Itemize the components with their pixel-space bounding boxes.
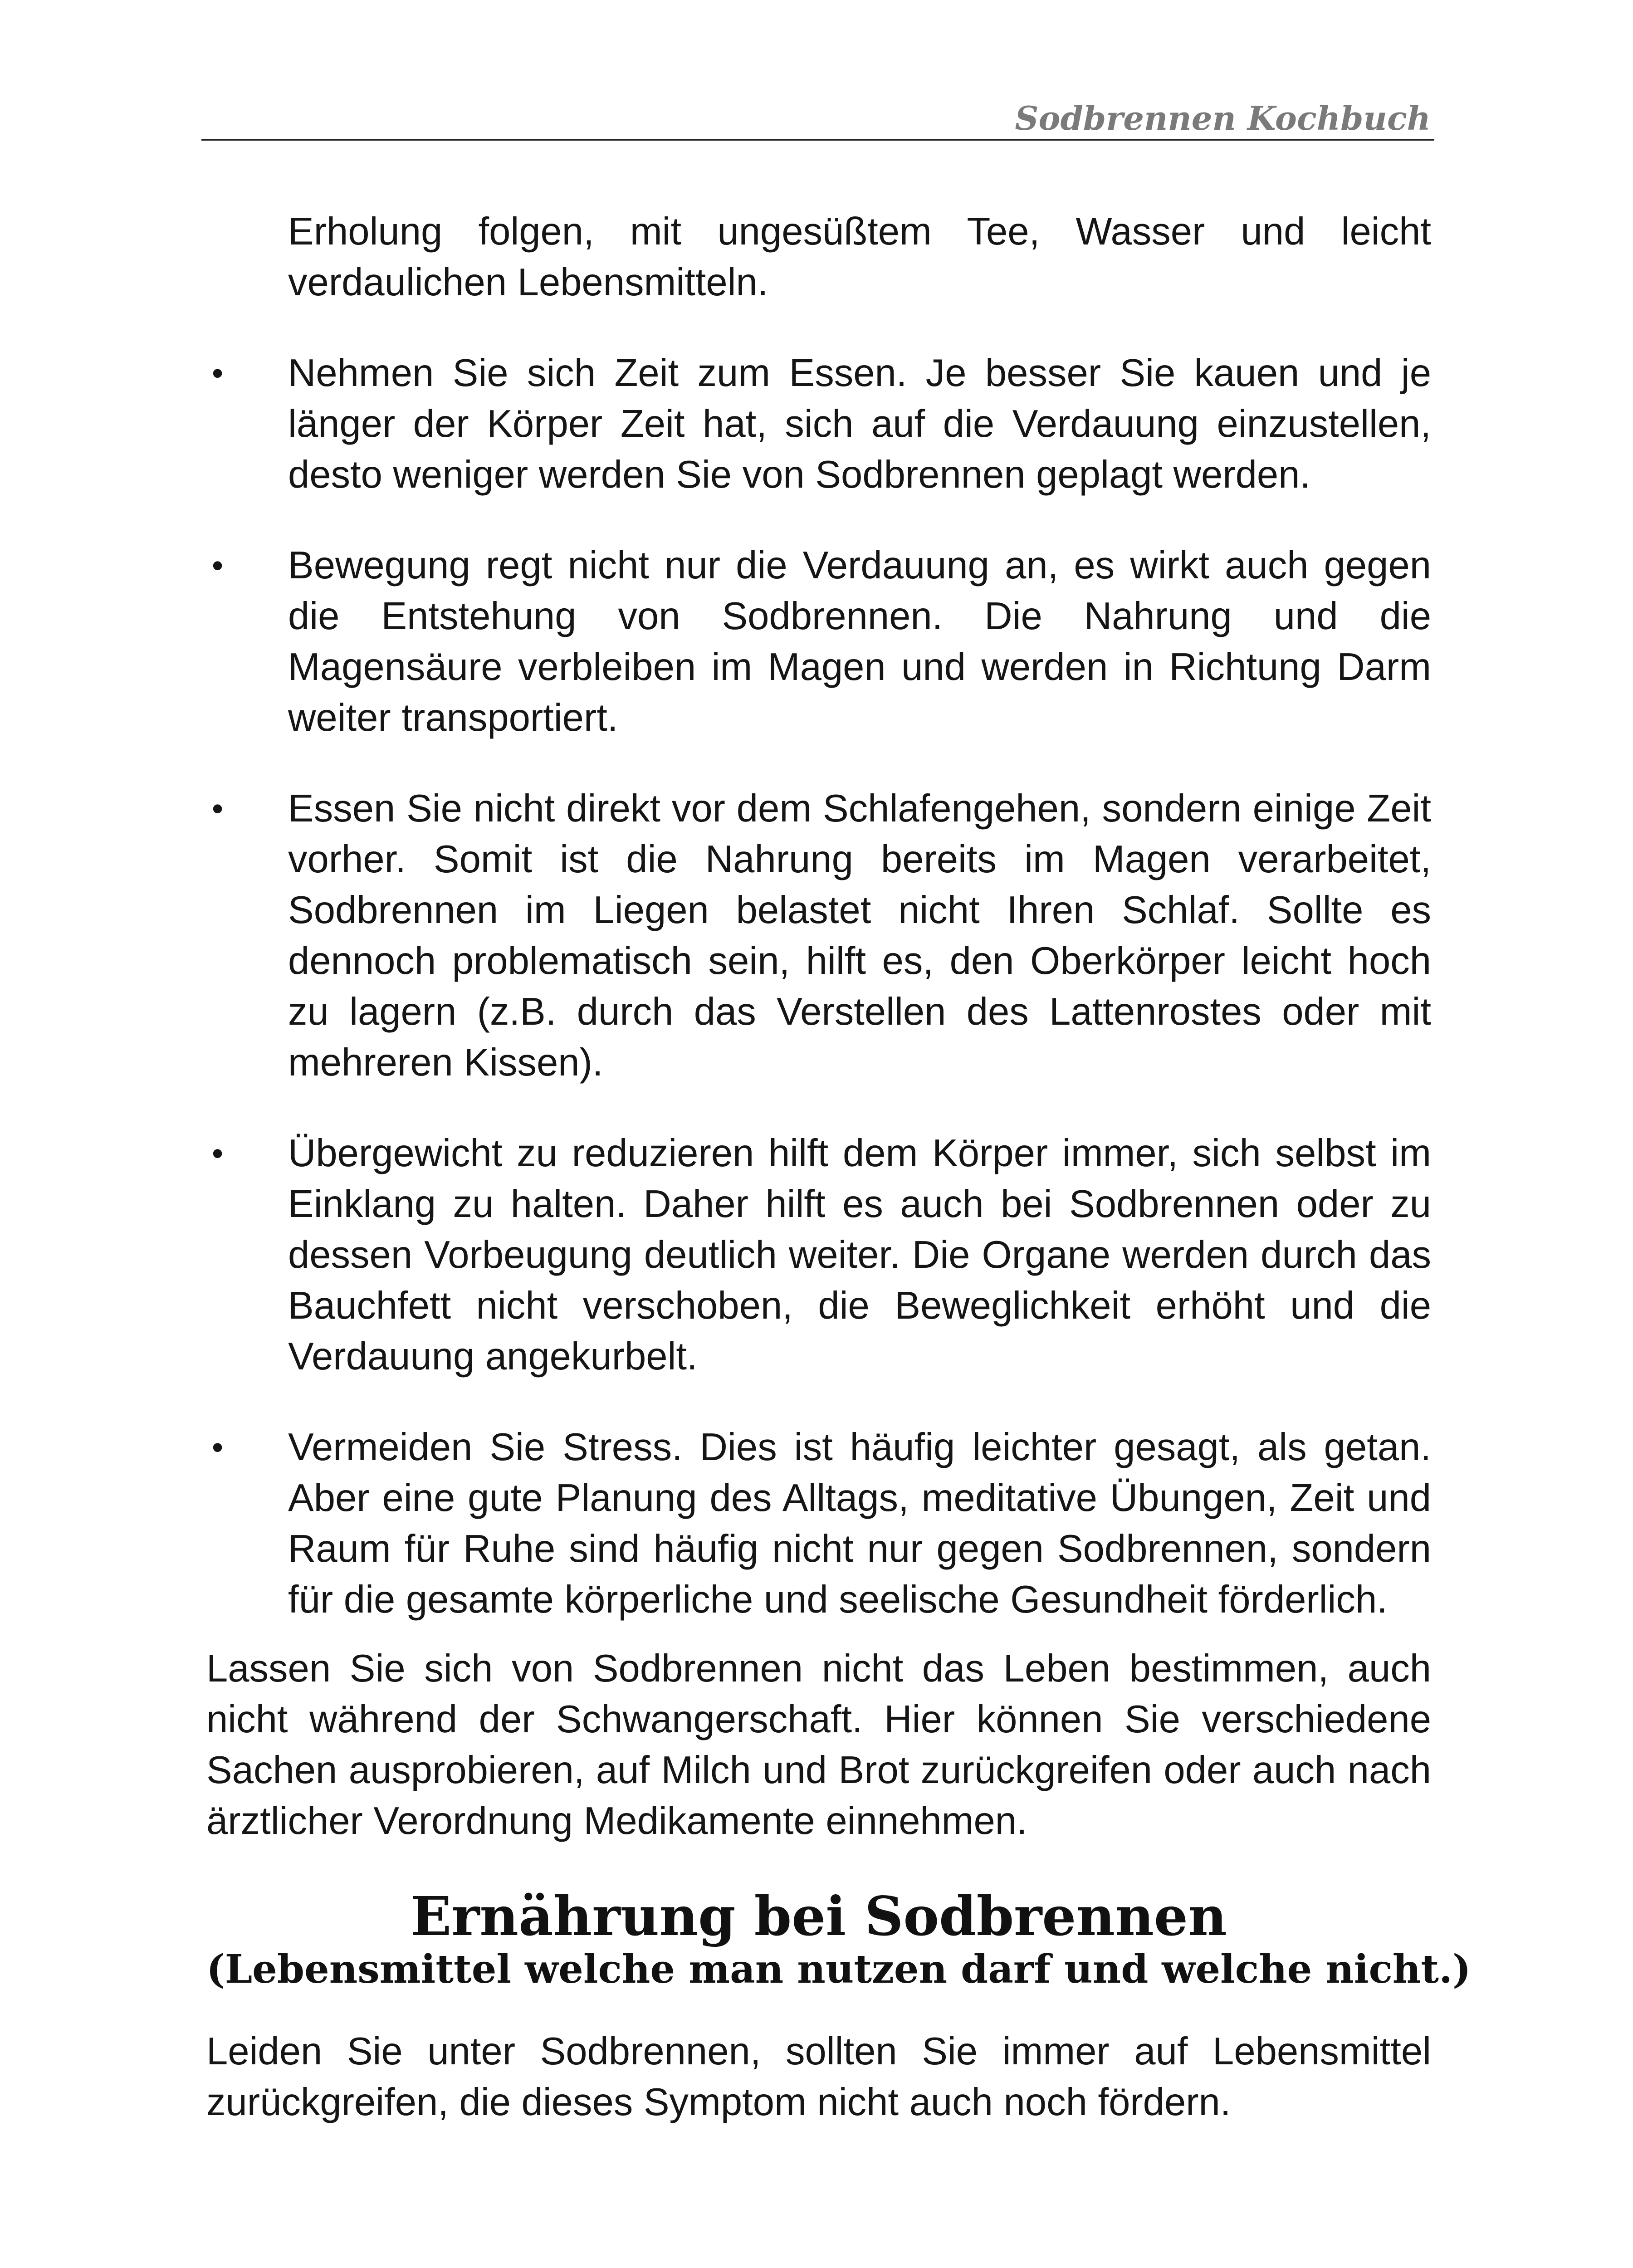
list-item-text: Essen Sie nicht direkt vor dem Schlafengehen, sondern einige Zeit vorher. Somit ist die Nahrung bereits im Magen verarbeitet, Sodbrennen im Liegen belastet nicht Ihren Schlaf. Sollte es dennoch problematisch sein, hilft es, den Oberkörper leicht hoch zu lagern (z.B. durch das Verstellen des Lattenrostes oder mit mehreren Kissen). <box>288 787 1431 1084</box>
list-item <box>206 1128 1431 1382</box>
list-item-text: Nehmen Sie sich Zeit zum Essen. Je besser Sie kauen und je länger der Körper Zeit hat, sich auf die Verdauung einzustellen, desto weniger werden Sie von Sodbrennen geplagt werden. <box>288 352 1431 496</box>
list-item <box>206 783 1431 1088</box>
tips-list <box>206 348 1431 1625</box>
list-item-text: Bewegung regt nicht nur die Verdauung an, es wirkt auch gegen die Entstehung von Sodbrennen. Die Nahrung und die Magensäure verbleiben im Magen und werden in Richtung Darm weiter transportiert. <box>288 544 1431 739</box>
bullet-icon: • <box>212 1429 224 1466</box>
section-paragraph: Leiden Sie unter Sodbrennen, sollten Sie immer auf Lebensmittel zurückgreifen, die dieses Symptom nicht auch noch fördern. <box>206 2030 1431 2124</box>
list-item-text: Vermeiden Sie Stress. Dies ist häufig leichter gesagt, als getan. Aber eine gute Planung des Alltags, meditative Übungen, Zeit und Raum für Ruhe sind häufig nicht nur gegen Sodbrennen, sondern für die gesamte körperliche und seelische Gesundheit förderlich. <box>288 1426 1431 1621</box>
intro-continuation: Erholung folgen, mit ungesüßtem Tee, Wasser und leicht verdaulichen Lebensmitteln. <box>288 210 1431 304</box>
running-title: Sodbrennen Kochbuch <box>1015 99 1431 137</box>
page-body <box>206 206 1471 2128</box>
section-subheading: (Lebensmittel welche man nutzen darf und welche nicht.) <box>206 1946 1471 1992</box>
bullet-icon: • <box>212 791 224 827</box>
closing-paragraph: Lassen Sie sich von Sodbrennen nicht das Leben bestimmen, auch nicht während der Schwangerschaft. Hier können Sie verschiedene Sachen ausprobieren, auf Milch und Brot zurückgreifen oder auch nach ärztlicher Verordnung Medikamente einnehmen. <box>206 1647 1431 1843</box>
section-heading: Ernährung bei Sodbrennen <box>411 1885 1227 1948</box>
list-item-text: Übergewicht zu reduzieren hilft dem Körper immer, sich selbst im Einklang zu halten. Daher hilft es auch bei Sodbrennen oder zu dessen Vorbeugung deutlich weiter. Die Organe werden durch das Bauchfett nicht verschoben, die Beweglichkeit erhöht und die Verdauung angekurbelt. <box>288 1132 1431 1378</box>
bullet-icon: • <box>212 355 224 391</box>
list-item <box>206 348 1431 500</box>
list-item <box>206 540 1431 743</box>
bullet-icon: • <box>212 1135 224 1172</box>
list-item <box>206 1422 1431 1625</box>
bullet-icon: • <box>212 547 224 584</box>
page-header <box>201 91 1434 141</box>
